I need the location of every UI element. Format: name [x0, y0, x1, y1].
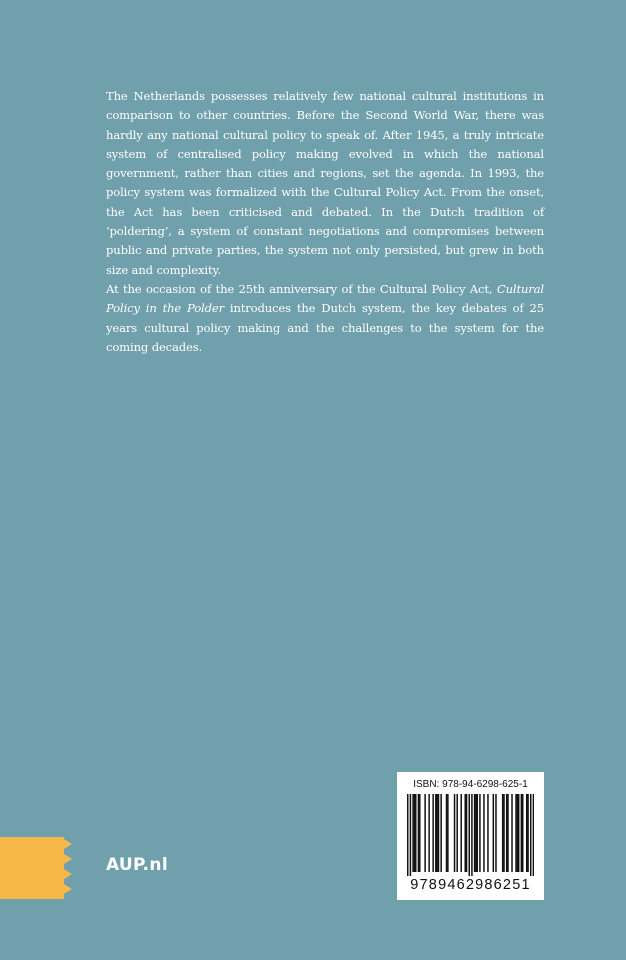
barcode-bar	[412, 794, 413, 872]
barcode-bar	[460, 794, 461, 872]
barcode-bar	[456, 794, 457, 872]
barcode-bar	[436, 794, 437, 872]
barcode-bar	[418, 794, 419, 872]
barcode-bar	[432, 794, 433, 872]
blurb-paragraph-1: The Netherlands possesses relatively few national cultural institutions in comparison to other countries. Before the Second World War, there was hardly any national cultural policy to speak of. After 1945, a truly intricate system of centralised policy making evolved in which the national government, rather than cities and regions, set the agenda. In 1993, the policy system was formalized with the Cultural Policy Act. From the onset, the Act has been criticised and debated. In the Dutch tradition of ‘poldering’, a system of constant negotiations and compromises between public and private parties, the system not only persisted, but grew in both size and complexity.	[106, 89, 544, 277]
orange-tab-decoration	[0, 837, 64, 899]
publisher-url: AUP.nl	[106, 855, 168, 875]
barcode-bar	[530, 794, 531, 876]
barcode-bar	[487, 794, 488, 872]
barcode-bar	[471, 794, 472, 876]
barcode-bar	[515, 794, 516, 872]
barcode-bar	[507, 794, 508, 872]
barcode-bar	[518, 794, 519, 872]
barcode-bars	[407, 794, 534, 876]
barcode-bar	[511, 794, 512, 872]
barcode-bar	[533, 794, 534, 876]
barcode-bar	[527, 794, 528, 872]
barcode-bar	[495, 794, 496, 872]
barcode-bar	[522, 794, 523, 872]
barcode-bar	[503, 794, 504, 872]
barcode-bar	[414, 794, 415, 872]
isbn-barcode	[397, 772, 544, 900]
barcode-bar	[479, 794, 480, 872]
isbn-label: ISBN: 978-94-6298-625-1	[413, 779, 528, 790]
barcode-bar	[483, 794, 484, 872]
barcode-bar	[446, 794, 447, 872]
barcode-bar	[474, 794, 475, 872]
barcode-bar	[468, 794, 469, 876]
barcode-bar	[424, 794, 425, 872]
back-cover-blurb	[106, 87, 544, 357]
barcode-bar	[517, 794, 518, 872]
blurb-p2-end: introduces the Dutch system, the key debates of 25 years cultural policy making and the challenges to the system for the coming decades.	[106, 301, 544, 354]
barcode-bar	[477, 794, 478, 872]
barcode-bar	[410, 794, 411, 876]
barcode-bar	[454, 794, 455, 872]
barcode-bar	[526, 794, 527, 872]
barcode-bar	[447, 794, 448, 872]
barcode-bar	[438, 794, 439, 872]
book-title-italic: Cultural Policy in the Polder	[106, 281, 544, 316]
barcode-bar	[464, 794, 465, 872]
barcode-bar	[428, 794, 429, 872]
barcode-bar	[502, 794, 503, 872]
barcode-bar	[440, 794, 441, 872]
barcode-bar	[435, 794, 436, 872]
barcode-bar	[493, 794, 494, 872]
barcode-bar	[466, 794, 467, 872]
isbn-number: 9789462986251	[410, 877, 531, 893]
blurb-paragraph-2	[106, 280, 544, 357]
barcode-bar	[521, 794, 522, 872]
barcode-bar	[506, 794, 507, 872]
barcode-bar	[407, 794, 408, 876]
barcode-bar	[419, 794, 420, 872]
barcode-bar	[475, 794, 476, 872]
barcode-bar	[415, 794, 416, 872]
blurb-p2-start: At the occasion of the 25th anniversary of the Cultural Policy Act,	[106, 281, 497, 296]
